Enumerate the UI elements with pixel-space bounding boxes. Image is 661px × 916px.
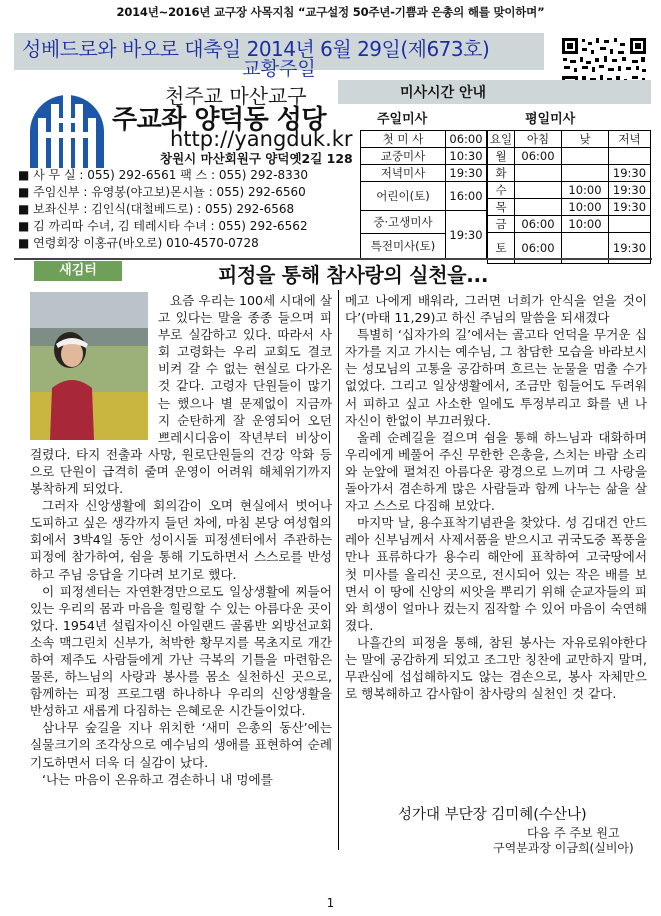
parish-address: 창원시 마산회원구 양덕옛2길 128 bbox=[160, 151, 353, 166]
article-paragraph: 그러자 신앙생활에 회의감이 오며 현실에서 벗어나 도피하고 싶은 생각까지 들던 차에, 마침 본당 여성협의회에서 3박4일 동안 성이시돌 피정센터에서 주관하는 피정에 참가하여, 쉼을 통해 기도하면서 스스로를 반성하고 주님 응답을 기다려 보기로 했다. bbox=[30, 498, 332, 582]
section-tag: 새김터 bbox=[34, 261, 122, 281]
article-left-column bbox=[30, 292, 332, 788]
table-row bbox=[488, 165, 651, 182]
weekday: 토 bbox=[488, 233, 515, 264]
diocese-name: 천주교 마산교구 bbox=[165, 84, 307, 108]
mass-time bbox=[515, 182, 562, 199]
mass-time: 06:00 bbox=[515, 148, 562, 165]
article-paragraph: 메고 나에게 배워라, 그러면 너희가 안식을 얻을 것이다’(마태 11,29)고 하신 주님의 말씀을 되새겼다 bbox=[345, 293, 647, 326]
contact-line: ■ 보좌신부 : 김인식(대철베드로) : 055) 292-6568 bbox=[18, 202, 295, 216]
article-paragraph: 올레 순례길을 걸으며 쉼을 통해 하느님과 대화하며 우리에게 베풀어 주신 무한한 은총을, 스치는 바람 소리와 눈앞에 펼쳐진 아름다운 광경으로 느끼며 그 사랑을 돌아가서 겸손하게 많은 사람들과 함께 나누는 삶을 살자고 스스로 다짐해 보았다. bbox=[345, 429, 647, 514]
mass-name: 첫 미 사 bbox=[361, 131, 446, 148]
mass-time: 19:30 bbox=[609, 199, 651, 216]
article-right-column bbox=[345, 292, 647, 702]
next-issue-label: 다음 주 주보 원고 bbox=[527, 826, 620, 840]
mass-time: 06:00 bbox=[446, 131, 487, 148]
mass-time bbox=[515, 165, 562, 182]
mass-time: 19:30 bbox=[609, 165, 651, 182]
mass-time: 16:00 bbox=[446, 182, 487, 211]
mass-time: 06:00 bbox=[515, 233, 562, 264]
author-signature: 성가대 부단장 김미혜(수산나) bbox=[398, 807, 587, 823]
article-paragraph: 나흘간의 피정을 통해, 참된 봉사는 자유로워야한다는 말에 공감하게 되었고 조그만 칭찬에 교만하지 말며, 무관심에 섭섭해하지도 않는 겸손으로, 봉사 자체만으로 행복해하고 감사함이 참사랑의 실천인 것 같다. bbox=[345, 634, 647, 702]
cathedral-logo-icon bbox=[28, 88, 106, 170]
table-row bbox=[361, 165, 487, 182]
mass-name: 교중미사 bbox=[361, 148, 446, 165]
mass-time: 19:30 bbox=[446, 211, 487, 259]
weekday: 화 bbox=[488, 165, 515, 182]
article-paragraph: 요즘 우리는 100세 시대에 살고 있다는 말을 종종 들으며 피부로 실감하고 있다. 따라서 사회 고령화는 우리 교회도 결코 비켜 갈 수 없는 현실로 다가온 것 같다. 고령자 단원들이 많기는 했으나 별 문제없이 지금까지 순탄하게 잘 운영되어 오던 쁘레시디움이 작년부터 비상이 걸렸다. 타지 전출과 사망, 원로단원들의 건강 악화 등으로 단원이 급격히 줄며 운영이 어려워 해체위기까지 봉착하게 되었다. bbox=[30, 293, 332, 497]
mass-schedule-title: 미사시간 안내 bbox=[400, 85, 487, 101]
mass-time: 19:30 bbox=[446, 165, 487, 182]
article-paragraph: 삼나무 숲길을 지나 위치한 ‘새미 은총의 동산’에는 실물크기의 조각상으로 예수님의 생애를 표현하여 순례기도하면서 더욱 더 실감이 났다. bbox=[30, 720, 332, 770]
mass-name: 중·고생미사 bbox=[361, 211, 446, 234]
table-row bbox=[488, 182, 651, 199]
sunday-mass-table bbox=[360, 130, 487, 259]
article-paragraph: 특별히 ‘십자가의 길’에서는 골고타 언덕을 무거운 십자가를 지고 가시는 예수님, 그 참담한 모습을 바라보시는 성모님의 고통을 공감하며 흐르는 눈물을 멈출 수가 없었다. 그리고 일상생활에서, 조금만 힘들어도 두려워서 피하고 싶고 사소한 일에도 투정부리고 화를 낸 나 자신이 한없이 부끄러웠다. bbox=[345, 327, 647, 428]
article-paragraph: ‘나는 마음이 온유하고 겸손하니 내 멍에를 bbox=[42, 771, 273, 787]
weekday-header: 저녁 bbox=[609, 131, 651, 148]
mass-time bbox=[562, 165, 609, 182]
parish-url-link[interactable]: http://yangduk.kr bbox=[170, 127, 353, 151]
mass-time bbox=[515, 199, 562, 216]
weekday-header: 낮 bbox=[562, 131, 609, 148]
article-title: 피정을 통해 참사랑의 실천을... bbox=[218, 263, 489, 287]
author-photo bbox=[30, 292, 148, 440]
weekday: 월 bbox=[488, 148, 515, 165]
table-row bbox=[361, 148, 487, 165]
mass-time: 19:30 bbox=[609, 182, 651, 199]
mass-header-band bbox=[338, 80, 651, 104]
weekday-mass-label: 평일미사 bbox=[525, 112, 576, 127]
contact-line: ■ 김 까리따 수녀, 김 테레시타 수녀 : 055) 292-6562 bbox=[18, 219, 308, 233]
mass-time: 10:00 bbox=[562, 182, 609, 199]
table-row bbox=[488, 148, 651, 165]
next-issue-author: 구역분과장 이금희(실비아) bbox=[493, 841, 634, 855]
mass-time: 06:00 bbox=[515, 216, 562, 233]
mass-time: 10:30 bbox=[446, 148, 487, 165]
table-row bbox=[488, 216, 651, 233]
contact-line: ■ 연령회장 이홍규(바오로) 010-4570-0728 bbox=[18, 236, 259, 250]
mass-time: 10:00 bbox=[562, 216, 609, 233]
table-row bbox=[361, 131, 487, 148]
contact-line: ■ 주임신부 : 유영봉(야고보)몬시뇰 : 055) 292-6560 bbox=[18, 185, 306, 199]
bulletin-title: 성베드로와 바오로 대축일 2014년 6월 29일(제673호) bbox=[22, 37, 490, 61]
contact-line: ■ 사 무 실 : 055) 292-6561 팩 스 : 055) 292-8330 bbox=[18, 168, 309, 182]
table-row bbox=[488, 131, 651, 148]
weekday: 목 bbox=[488, 199, 515, 216]
bulletin-subtitle: 교황주일 bbox=[242, 58, 316, 80]
column-divider bbox=[338, 290, 339, 850]
mass-time: 10:00 bbox=[562, 199, 609, 216]
mass-time bbox=[609, 216, 651, 233]
sunday-mass-label: 주일미사 bbox=[377, 112, 428, 127]
page-number: 1 bbox=[326, 896, 335, 910]
mass-time: 19:30 bbox=[609, 233, 651, 264]
weekday: 수 bbox=[488, 182, 515, 199]
weekday-header: 아침 bbox=[515, 131, 562, 148]
table-row bbox=[361, 211, 487, 234]
table-row bbox=[488, 199, 651, 216]
article-paragraph: 이 피정센터는 자연환경만으로도 일상생활에 찌들어 있는 우리의 몸과 마음을 힐링할 수 있는 아름다운 곳이었다. 1954년 설립자이신 아일랜드 골롬반 외방선교회 소속 맥그린치 신부가, 척박한 황무지를 목초지로 개간하여 제주도 사람들에게 가난 극복의 기틀을 마련함은 물론, 하느님의 사랑과 봉사를 몸소 실천하신 곳으로, 함께하는 피정 프로그램 하나하나 우리의 신앙생활을 반성하고 새롭게 다짐하는 은혜로운 시간들이었다. bbox=[30, 583, 332, 719]
weekday-header: 요일 bbox=[488, 131, 515, 148]
mass-time bbox=[562, 148, 609, 165]
parish-name: 주교좌 양덕동 성당 bbox=[112, 105, 327, 135]
mass-time bbox=[609, 148, 651, 165]
weekday-mass-table bbox=[487, 130, 651, 264]
mass-name: 특전미사(토) bbox=[361, 234, 446, 259]
table-row bbox=[361, 182, 487, 211]
article-paragraph: 마지막 날, 용수표착기념관을 찾았다. 성 김대건 안드레아 신부님께서 사제서품을 받으시고 귀국도중 폭풍을 만나 표류하다가 용수리 해안에 표착하여 고국땅에서 첫 미사를 올리신 곳으로, 전시되어 있는 작은 배를 보면서 이 땅에 신앙의 씨앗을 뿌리기 위해 순교자들의 피와 희생이 얼마나 컸는지 짐작할 수 있어 마음이 숙연해졌다. bbox=[345, 515, 647, 633]
top-banner: 2014년~2016년 교구장 사목지침 “교구설정 50주년-기쁨과 은총의 해를 맞이하며” bbox=[116, 5, 545, 19]
mass-name: 저녁미사 bbox=[361, 165, 446, 182]
weekday: 금 bbox=[488, 216, 515, 233]
mass-name: 어린이(토) bbox=[361, 182, 446, 211]
